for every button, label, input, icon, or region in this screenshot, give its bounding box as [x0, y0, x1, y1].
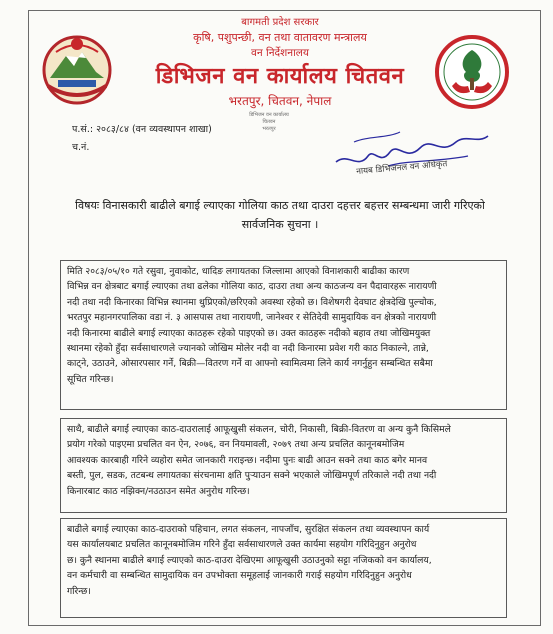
letterhead-office: डिभिजन वन कार्यालय चितवन	[155, 64, 405, 89]
letterhead-ministry: कृषि, पशुपन्छी, वन तथा वातावरण मन्त्रालय	[193, 31, 367, 44]
paragraph-line: किनारबाट काठ नझिक्न/नउठाउन समेत अनुरोध गरिन्छ।	[67, 485, 250, 497]
paragraph-line: छ। कुनै स्थानमा बाढीले बगाई ल्याएको काठ-दाउरा देखिएमा आफूखुसी उठाउनुको सट्टा नजिकको वन कार्यालय,	[67, 554, 432, 566]
notice-paragraph-3	[60, 518, 507, 618]
notice-paragraph-2	[60, 418, 507, 513]
paragraph-line: आवश्यक कारबाही गरिने व्यहोरा समेत जानकारी गराइन्छ। नदीमा पुनः बाढी आउन सक्ने तथा काठ बगेर मानव	[67, 454, 428, 466]
paragraph-line: भरतपुर महानगरपालिका वडा नं. ३ आसपास तथा नारायणी, जानेश्वर र सेतिदेवी सामुदायिक वन क्षेत्रको नारायणी	[67, 312, 437, 324]
notice-paragraph-1	[60, 260, 507, 410]
paragraph-line: साथै, बाढीले बगाई ल्याएका काठ-दाउरालाई आफूखुसी संकलन, चोरी, निकासी, बिक्री-वितरण वा अन्य कुनै किसिमले	[67, 424, 451, 435]
paragraph-line: नदी तथा नदी किनारका विभिन्न स्थानमा थुप्रिएको/छरिएको अवस्था रहेको छ। विशेषगरी देवघाट क्षेत्रदेखि पुल्चोक,	[67, 296, 437, 308]
paragraph-line: काट्ने, उठाउने, ओसारपसार गर्ने, बिक्री—वितरण गर्ने वा आफ्नो स्वामित्वमा लिने कार्य नगर्नुहुन सम्बन्धित सबैमा	[67, 358, 433, 370]
reference-number: प.सं.: २०८३/८४ (वन व्यवस्थापन शाखा)	[72, 124, 212, 135]
paragraph-line: वन कर्मचारी वा सम्बन्धित सामुदायिक वन उपभोक्ता समूहलाई जानकारी गराई सहयोग गरिदिनुहुन अनुरोध	[67, 570, 412, 582]
letterhead-directorate: वन निर्देशनालय	[250, 47, 310, 59]
paragraph-line: मिति २०८३/०५/१० गते रसुवा, नुवाकोट, धादिङ लगायतका जिल्लामा आएको विनाशकारी बाढीका कारण	[67, 266, 410, 277]
paragraph-line: यस कार्यालयबाट प्रचलित कानूनबमोजिम गरिने हुँदा सर्वसाधारणले उक्त कार्यमा सहयोग गरिदिनुहुन अनुरोध	[67, 539, 417, 551]
signatory-title: नायब डिभिजनल वन अधिकृत	[355, 159, 448, 178]
office-stamp	[238, 112, 300, 148]
paragraph-line: नदी किनारमा बाढीले बगाई ल्याएका काठहरू रहेको पाइएको छ। उक्त काठहरू नदीको बहाव तथा जोखिमयुक्त	[67, 327, 431, 339]
paragraph-line: प्रयोग गरेको पाइएमा प्रचलित वन ऐन, २०७६, वन नियमावली, २०७९ तथा अन्य प्रचलित कानूनबमोजिम	[67, 439, 405, 451]
letterhead-address: भरतपुर, चितवन, नेपाल	[228, 94, 332, 108]
paragraph-line: बस्ती, पुल, सडक, तटबन्ध लगायतका संरचनामा क्षति पुऱ्याउन सक्ने भएकाले जोखिमपूर्ण तरिकाले नदी तथा नदी	[67, 470, 437, 482]
letterhead-province: बागमती प्रदेश सरकार	[241, 17, 319, 28]
notice-subject: विषयः विनासकारी बाढीले बगाई ल्याएका गोलिया काठ तथा दाउरा दहत्तर बहत्तर सम्बन्धमा जारी गरिएको सार्वजनिक सुचना ।	[75, 199, 485, 231]
signature-icon	[328, 122, 496, 182]
nepal-emblem-icon	[38, 30, 116, 108]
stamp-line: डिभिजन वन कार्यालय	[249, 112, 289, 118]
paragraph-line: विभिन्न वन क्षेत्रबाट बगाई ल्याएका तथा ढलेका गोलिया काठ, दाउरा तथा अन्य काठजन्य वन पैदावारहरू नारायणी	[67, 281, 437, 293]
paragraph-line: गरिन्छ।	[67, 585, 91, 597]
stamp-line: भरतपुर	[262, 126, 276, 132]
paragraph-line: स्थानमा रहेको हुँदा सर्वसाधारणले ज्यानको जोखिम मोलेर नदी वा नदी किनारमा प्रवेश गरी काठ निकाल्ने, तान्ने,	[67, 343, 429, 355]
paragraph-line: बाढीले बगाई ल्याएका काठ-दाउराको पहिचान, लगत संकलन, नापजाँच, सुरक्षित संकलन तथा व्यवस्थापन कार्य	[67, 524, 430, 535]
stamp-line: चितवन	[262, 119, 276, 125]
dispatch-number: च.नं.	[72, 142, 90, 153]
forest-logo-icon	[434, 34, 510, 110]
paragraph-line: सूचित गरिन्छ।	[67, 373, 114, 385]
